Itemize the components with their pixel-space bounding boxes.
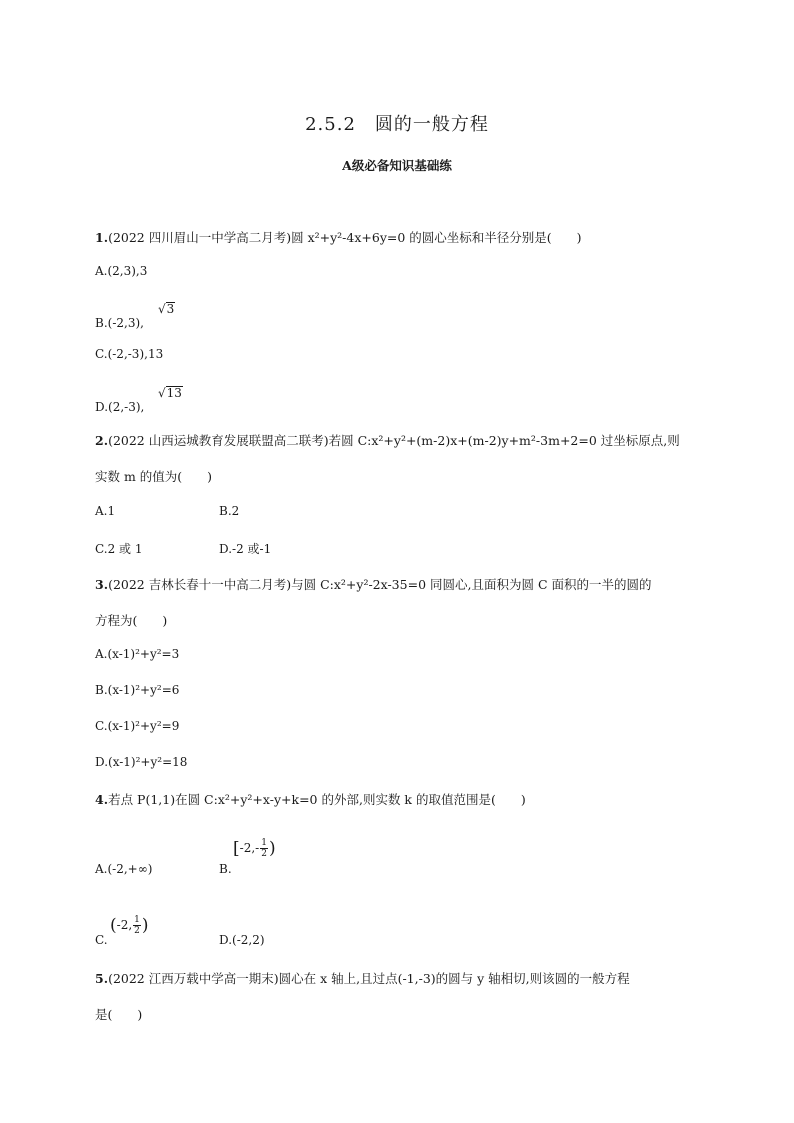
question-stem: (2022 吉林长春十一中高二月考)与圆 C:x²+y²-2x-35=0 同圆心,且面积为圆 C 面积的一半的圆的 <box>108 577 652 592</box>
q1-option-c: C.(-2,-3),13 <box>95 347 164 361</box>
interval-left: -2,- <box>239 841 260 855</box>
q1-option-b-radical-text <box>0 0 1 1</box>
question-2-line-2: 实数 m 的值为( ) <box>95 469 213 484</box>
q3-option-a: A.(x-1)²+y²=3 <box>95 647 180 661</box>
q4-option-c-interval <box>110 915 149 936</box>
q1-option-b: B.(-2,3), <box>95 316 144 330</box>
q4-option-c: C. <box>95 933 108 947</box>
question-stem: (2022 四川眉山一中学高二月考)圆 x²+y²-4x+6y=0 的圆心坐标和半径分别是( ) <box>108 230 582 245</box>
question-4 <box>95 790 526 808</box>
page-title: 2.5.2 圆的一般方程 <box>305 114 489 135</box>
fraction <box>133 915 141 936</box>
q3-option-b: B.(x-1)²+y²=6 <box>95 683 180 697</box>
interval-open-bracket: [ <box>233 838 240 859</box>
q2-option-a: A.1 <box>95 504 116 518</box>
question-5-line-1 <box>95 969 630 987</box>
interval-left: -2, <box>116 918 133 932</box>
question-number: 1. <box>95 230 109 245</box>
interval-close-paren: ) <box>268 838 276 859</box>
question-stem: (2022 山西运城教育发展联盟高二联考)若圆 C:x²+y²+(m-2)x+(m-2)y+m²-3m+2=0 过坐标原点,则 <box>108 433 680 448</box>
radicand: 3 <box>166 302 175 316</box>
question-number: 4. <box>95 792 109 807</box>
interval-open-paren: ( <box>110 915 117 936</box>
q1-option-a: A.(2,3),3 <box>95 264 148 278</box>
interval-close-paren: ) <box>141 915 149 936</box>
section-subtitle: A级必备知识基础练 <box>342 158 452 173</box>
fraction-denominator: 2 <box>134 926 140 936</box>
fraction <box>260 838 268 859</box>
question-5-line-2: 是( ) <box>95 1007 143 1022</box>
q2-option-d: D.-2 或-1 <box>219 542 272 556</box>
question-number: 2. <box>95 433 109 448</box>
q4-option-d: D.(-2,2) <box>219 933 265 947</box>
q1-option-b-radical: √3 <box>158 302 175 316</box>
fraction-numerator: 1 <box>261 838 267 848</box>
question-stem: 若点 P(1,1)在圆 C:x²+y²+x-y+k=0 的外部,则实数 k 的取值范围是( ) <box>108 792 526 807</box>
q2-option-b: B.2 <box>219 504 240 518</box>
q1-option-d-radical: √13 <box>158 386 182 400</box>
fraction-numerator: 1 <box>134 915 140 925</box>
q4-option-c-interval-text <box>0 0 1 1</box>
fraction-denominator: 2 <box>261 849 267 859</box>
radicand: 13 <box>166 386 182 400</box>
q4-option-a: A.(-2,+∞) <box>95 862 153 876</box>
q1-option-d: D.(2,-3), <box>95 400 145 414</box>
q3-option-d: D.(x-1)²+y²=18 <box>95 755 188 769</box>
q3-option-c: C.(x-1)²+y²=9 <box>95 719 180 733</box>
q4-option-b-interval-text <box>0 0 1 1</box>
question-stem: (2022 江西万载中学高一期末)圆心在 x 轴上,且过点(-1,-3)的圆与 y 轴相切,则该圆的一般方程 <box>108 971 630 986</box>
q2-option-c: C.2 或 1 <box>95 542 143 556</box>
question-2-line-1 <box>95 431 680 449</box>
q4-option-b-interval <box>233 838 276 859</box>
q4-option-b: B. <box>219 862 232 876</box>
question-number: 3. <box>95 577 109 592</box>
question-3-line-1 <box>95 575 651 593</box>
question-3-line-2: 方程为( ) <box>95 613 168 628</box>
question-number: 5. <box>95 971 109 986</box>
question-1 <box>95 228 582 246</box>
q1-option-d-radical-text <box>0 0 1 1</box>
